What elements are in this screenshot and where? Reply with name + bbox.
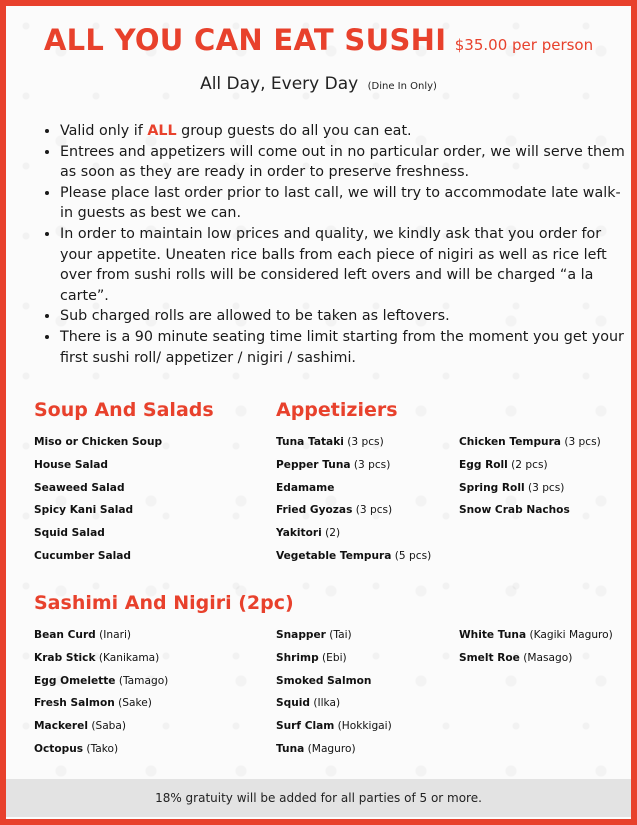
menu-subtitle <box>6 74 631 94</box>
menu-item: Edamame <box>276 481 335 494</box>
rule-item: • Entrees and appetizers will come out in no particular order, we will serve them as soon as they are ready in order to preserve freshness. <box>60 142 630 183</box>
menu-item: House Salad <box>34 458 109 471</box>
menu-item: Tuna (Maguro) <box>276 742 356 755</box>
menu-item: Squid Salad <box>34 527 105 540</box>
price-per-person: $35.00 per person <box>454 36 594 54</box>
menu-item: Krab Stick (Kanikama) <box>34 651 160 664</box>
menu-item: Octopus (Tako) <box>34 742 119 755</box>
menu-item: Shrimp (Ebi) <box>276 651 347 664</box>
rule-highlight: ALL <box>147 123 177 139</box>
appetizers-list-1 <box>276 431 431 568</box>
menu-item: Miso or Chicken Soup <box>34 436 163 448</box>
subtitle-text: All Day, Every Day <box>200 74 359 94</box>
rule-item: • Please place last order prior to last call, we will try to accommodate late walk-in guests as best we can. <box>60 183 630 224</box>
rule-item: • Valid only if ALL group guests do all you can eat. <box>60 121 630 142</box>
appetizers-list-2 <box>459 431 601 522</box>
menu-item: Fried Gyozas (3 pcs) <box>276 504 393 517</box>
menu-item: Seaweed Salad <box>34 481 125 494</box>
menu-item: Fresh Salmon (Sake) <box>34 697 152 710</box>
menu-item: Squid (Ilka) <box>276 697 341 710</box>
menu-item: White Tuna (Kagiki Maguro) <box>459 629 613 641</box>
sashimi-list-2 <box>276 624 392 761</box>
menu-item: Spicy Kani Salad <box>34 504 134 517</box>
menu-item: Chicken Tempura (3 pcs) <box>459 436 601 448</box>
menu-item: Yakitori (2) <box>276 527 341 540</box>
menu-item: Cucumber Salad <box>34 549 131 562</box>
soup-salads-list <box>34 431 162 568</box>
menu-header <box>6 23 631 57</box>
rule-item: • Sub charged rolls are allowed to be taken as leftovers. <box>60 306 630 327</box>
section-title-soup-salads: Soup And Salads <box>34 399 214 421</box>
menu-item: Smoked Salmon <box>276 674 372 687</box>
gratuity-text: 18% gratuity will be added for all parties of 5 or more. <box>155 791 482 805</box>
menu-item: Snow Crab Nachos <box>459 504 570 517</box>
menu-item: Pepper Tuna (3 pcs) <box>276 458 391 471</box>
menu-item: Egg Omelette (Tamago) <box>34 674 169 687</box>
menu-item: Spring Roll (3 pcs) <box>459 481 565 494</box>
menu-item: Smelt Roe (Masago) <box>459 651 573 664</box>
menu-item: Snapper (Tai) <box>276 629 352 641</box>
menu-item: Mackerel (Saba) <box>34 720 127 733</box>
sashimi-list-1 <box>34 624 168 761</box>
rules-list <box>40 121 630 368</box>
section-title-appetizers: Appetiziers <box>276 399 398 421</box>
menu-item: Tuna Tataki (3 pcs) <box>276 436 384 448</box>
menu-title: ALL YOU CAN EAT SUSHI <box>43 23 447 57</box>
menu-item: Surf Clam (Hokkigai) <box>276 720 392 733</box>
menu-item: Bean Curd (Inari) <box>34 629 132 641</box>
gratuity-footer <box>6 779 631 817</box>
sashimi-list-3 <box>459 624 613 670</box>
subtitle-note: (Dine In Only) <box>367 81 437 92</box>
rule-item: • There is a 90 minute seating time limit starting from the moment you get your first sushi roll/ appetizer / nigiri / sashimi. <box>60 327 630 368</box>
rule-item: • In order to maintain low prices and quality, we kindly ask that you order for your appetite. Uneaten rice balls from each piece of nigiri as well as rice left over from sushi rolls will be considered left overs and will be charged “a la carte”. <box>60 224 630 306</box>
section-title-sashimi-nigiri: Sashimi And Nigiri (2pc) <box>34 592 294 614</box>
menu-item: Vegetable Tempura (5 pcs) <box>276 549 432 562</box>
menu-item: Egg Roll (2 pcs) <box>459 458 548 471</box>
